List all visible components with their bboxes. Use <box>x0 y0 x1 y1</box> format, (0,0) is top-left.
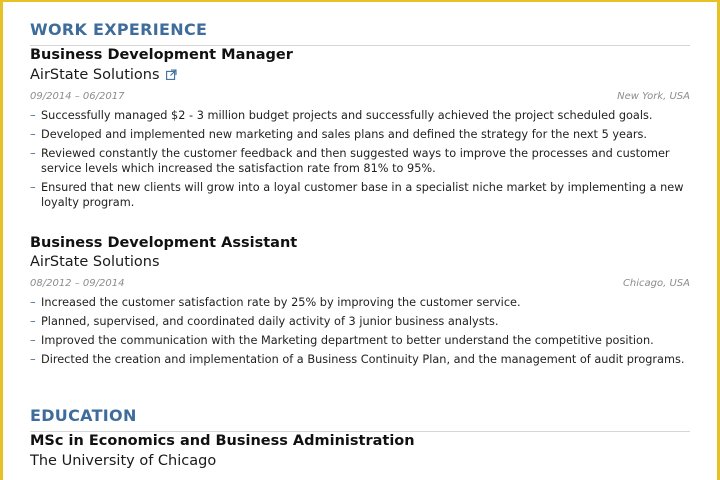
job-dates: 09/2014 – 06/2017 <box>30 91 125 102</box>
dash-bullet: – <box>30 128 36 141</box>
section-divider-work <box>30 45 690 46</box>
section-divider-education <box>30 431 690 432</box>
dash-bullet: – <box>30 353 36 366</box>
job-bullet-list <box>30 108 698 214</box>
bullet-text: Reviewed constantly the customer feedback and then suggested ways to improve the processes and customer service levels which increased the satisfaction rate from 81% to 95%. <box>41 147 670 175</box>
list-item <box>30 333 698 348</box>
bullet-text: Improved the communication with the Marketing department to better understand the competitive position. <box>41 334 654 347</box>
dash-bullet: – <box>30 315 36 328</box>
job-title: Business Development Assistant <box>30 235 298 251</box>
bullet-text: Successfully managed $2 - 3 million budget projects and successfully achieved the project scheduled goals. <box>41 109 653 122</box>
dash-bullet: – <box>30 181 36 194</box>
job-title: Business Development Manager <box>30 47 293 63</box>
section-title-work-experience: WORK EXPERIENCE <box>30 20 208 39</box>
company-name: AirState Solutions <box>30 254 160 270</box>
section-title-education: EDUCATION <box>30 406 137 425</box>
job-bullet-list <box>30 295 698 371</box>
job-location: Chicago, USA <box>622 278 690 289</box>
list-item <box>30 108 698 123</box>
dash-bullet: – <box>30 334 36 347</box>
dash-bullet: – <box>30 147 36 160</box>
bullet-text: Ensured that new clients will grow into a loyal customer base in a specialist niche market by implementing a new loyalty program. <box>41 181 684 209</box>
list-item <box>30 146 698 176</box>
bullet-text: Planned, supervised, and coordinated daily activity of 3 junior business analysts. <box>41 315 499 328</box>
degree-title: MSc in Economics and Business Administration <box>30 433 415 449</box>
list-item <box>30 295 698 310</box>
company-name <box>30 67 177 84</box>
list-item <box>30 180 698 210</box>
dash-bullet: – <box>30 296 36 309</box>
page-frame-left <box>0 0 3 480</box>
list-item <box>30 314 698 329</box>
school-name: The University of Chicago <box>30 453 217 469</box>
job-dates: 08/2012 – 09/2014 <box>30 278 125 289</box>
company-label: AirState Solutions <box>30 67 160 83</box>
bullet-text: Developed and implemented new marketing and sales plans and defined the strategy for the next 5 years. <box>41 128 648 141</box>
list-item <box>30 352 698 367</box>
dash-bullet: – <box>30 109 36 122</box>
page-frame-top <box>0 0 720 2</box>
bullet-text: Directed the creation and implementation of a Business Continuity Plan, and the management of audit programs. <box>41 353 685 366</box>
job-location: New York, USA <box>617 91 690 102</box>
external-link-icon[interactable] <box>166 68 177 84</box>
bullet-text: Increased the customer satisfaction rate by 25% by improving the customer service. <box>41 296 521 309</box>
list-item <box>30 127 698 142</box>
